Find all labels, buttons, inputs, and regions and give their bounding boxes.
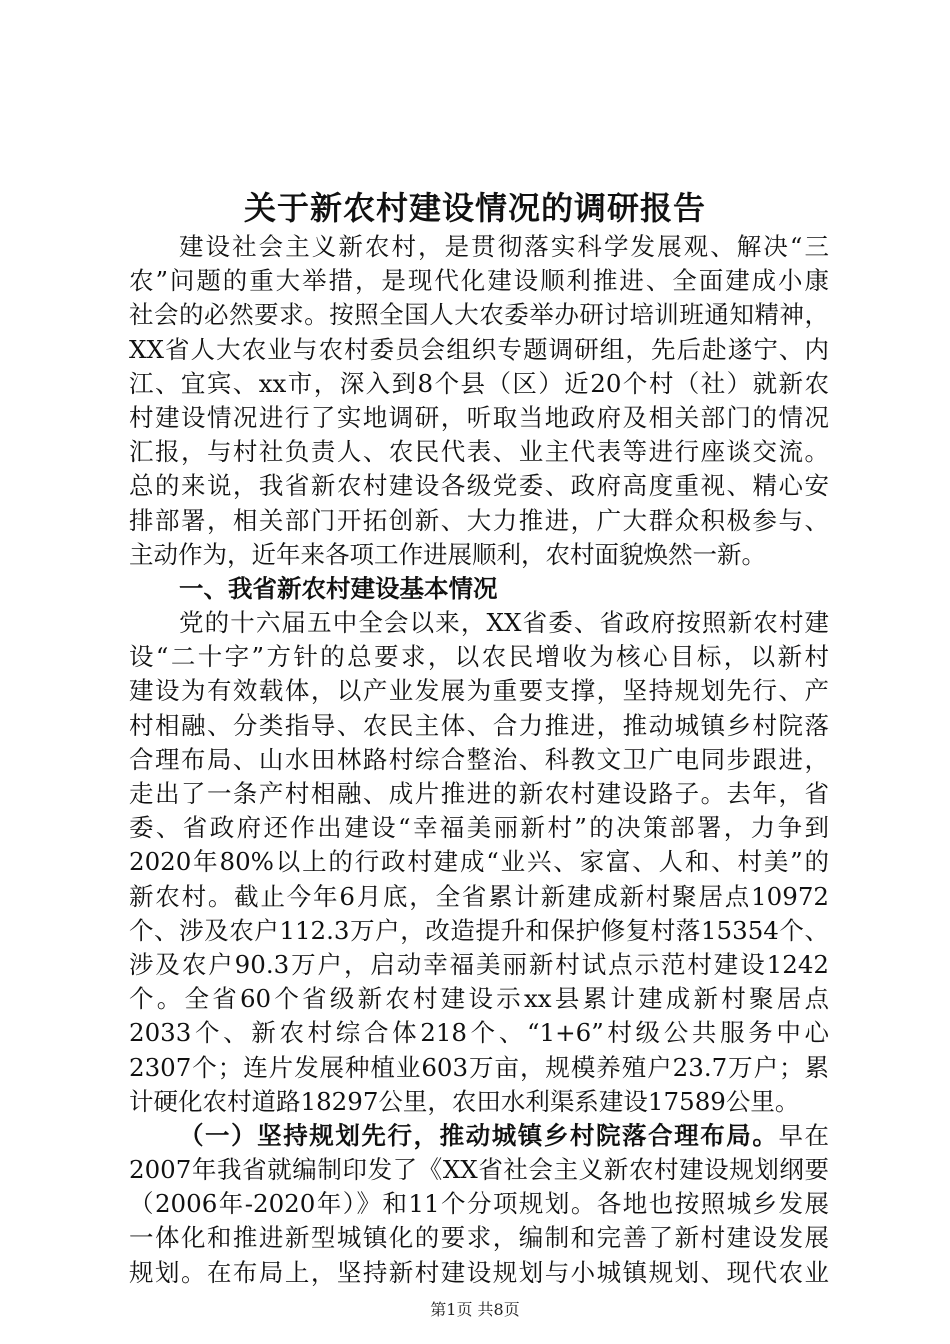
paragraph-line: 汇报，与村社负责人、农民代表、业主代表等进行座谈交流。 [129, 437, 829, 467]
paragraph-line [129, 1119, 829, 1153]
paragraph-line: 计硬化农村道路18297公里，农田水利渠系建设17589公里。 [129, 1086, 800, 1116]
paragraph-line: 走出了一条产村相融、成片推进的新农村建设路子。去年，省 [129, 779, 829, 808]
paragraph-line: 农”问题的重大举措，是现代化建设顺利推进、全面建成小康 [129, 266, 829, 296]
paragraph-line: 委、省政府还作出建设“幸福美丽新村”的决策部署，力争到 [129, 813, 829, 843]
paragraph-line: （2006年-2020年）》和11个分项规划。各地也按照城乡发展 [129, 1189, 829, 1219]
paragraph-line: 排部署，相关部门开拓创新、大力推进，广大群众积极参与、 [129, 505, 829, 535]
paragraph-run: 早在 [778, 1120, 829, 1150]
section-heading: 一、我省新农村建设基本情况 [179, 573, 498, 603]
paragraph-line: 建设社会主义新农村，是贯彻落实科学发展观、解决“三 [179, 232, 829, 261]
paragraph-line: 社会的必然要求。按照全国人大农委举办研讨培训班通知精神， [129, 300, 829, 330]
paragraph-line: 规划。在布局上，坚持新村建设规划与小城镇规划、现代农业 [129, 1257, 829, 1287]
paragraph-line: XX省人大农业与农村委员会组织专题调研组，先后赴遂宁、内 [129, 334, 829, 364]
paragraph-line: 村相融、分类指导、农民主体、合力推进，推动城镇乡村院落 [129, 710, 829, 740]
paragraph-line: 涉及农户90.3万户，启动幸福美丽新村试点示范村建设1242 [129, 949, 829, 979]
paragraph-line: 2307个；连片发展种植业603万亩，规模养殖户23.7万户；累 [129, 1052, 829, 1082]
paragraph-line: 2020年80%以上的行政村建成“业兴、家富、人和、村美”的 [129, 847, 829, 877]
paragraph-line: 一体化和推进新型城镇化的要求，编制和完善了新村建设发展 [129, 1223, 829, 1253]
document-title: 关于新农村建设情况的调研报告 [243, 189, 706, 227]
paragraph-line: 2033个、新农村综合体218个、“1+6”村级公共服务中心 [129, 1018, 829, 1048]
paragraph-line: 个、涉及农户112.3万户，改造提升和保护修复村落15354个、 [129, 915, 829, 945]
page-number-footer: 第1页 共8页 [430, 1300, 520, 1319]
paragraph-line: 主动作为，近年来各项工作进展顺利，农村面貌焕然一新。 [129, 539, 766, 569]
paragraph-line: 2007年我省就编制印发了《XX省社会主义新农村建设规划纲要 [129, 1155, 829, 1185]
subsection-heading: （一）坚持规划先行，推动城镇乡村院落合理布局。 [179, 1120, 779, 1150]
paragraph-line: 村建设情况进行了实地调研，听取当地政府及相关部门的情况 [129, 402, 829, 432]
paragraph-line: 党的十六届五中全会以来，XX省委、省政府按照新农村建 [179, 608, 829, 638]
paragraph-line: 总的来说，我省新农村建设各级党委、政府高度重视、精心安 [129, 471, 829, 501]
document-body [129, 230, 829, 1290]
paragraph-line: 合理布局、山水田林路村综合整治、科教文卫广电同步跟进， [129, 744, 829, 774]
paragraph-line: 新农村。截止今年6月底，全省累计新建成新村聚居点10972 [129, 881, 829, 911]
paragraph-line: 个。全省60个省级新农村建设示xx县累计建成新村聚居点 [129, 984, 829, 1014]
paragraph-line: 设“二十字”方针的总要求，以农民增收为核心目标，以新村 [129, 642, 829, 672]
paragraph-line: 江、宜宾、xx市，深入到8个县（区）近20个村（社）就新农 [129, 368, 829, 398]
paragraph-line: 建设为有效载体，以产业发展为重要支撑，坚持规划先行、产 [129, 676, 829, 706]
